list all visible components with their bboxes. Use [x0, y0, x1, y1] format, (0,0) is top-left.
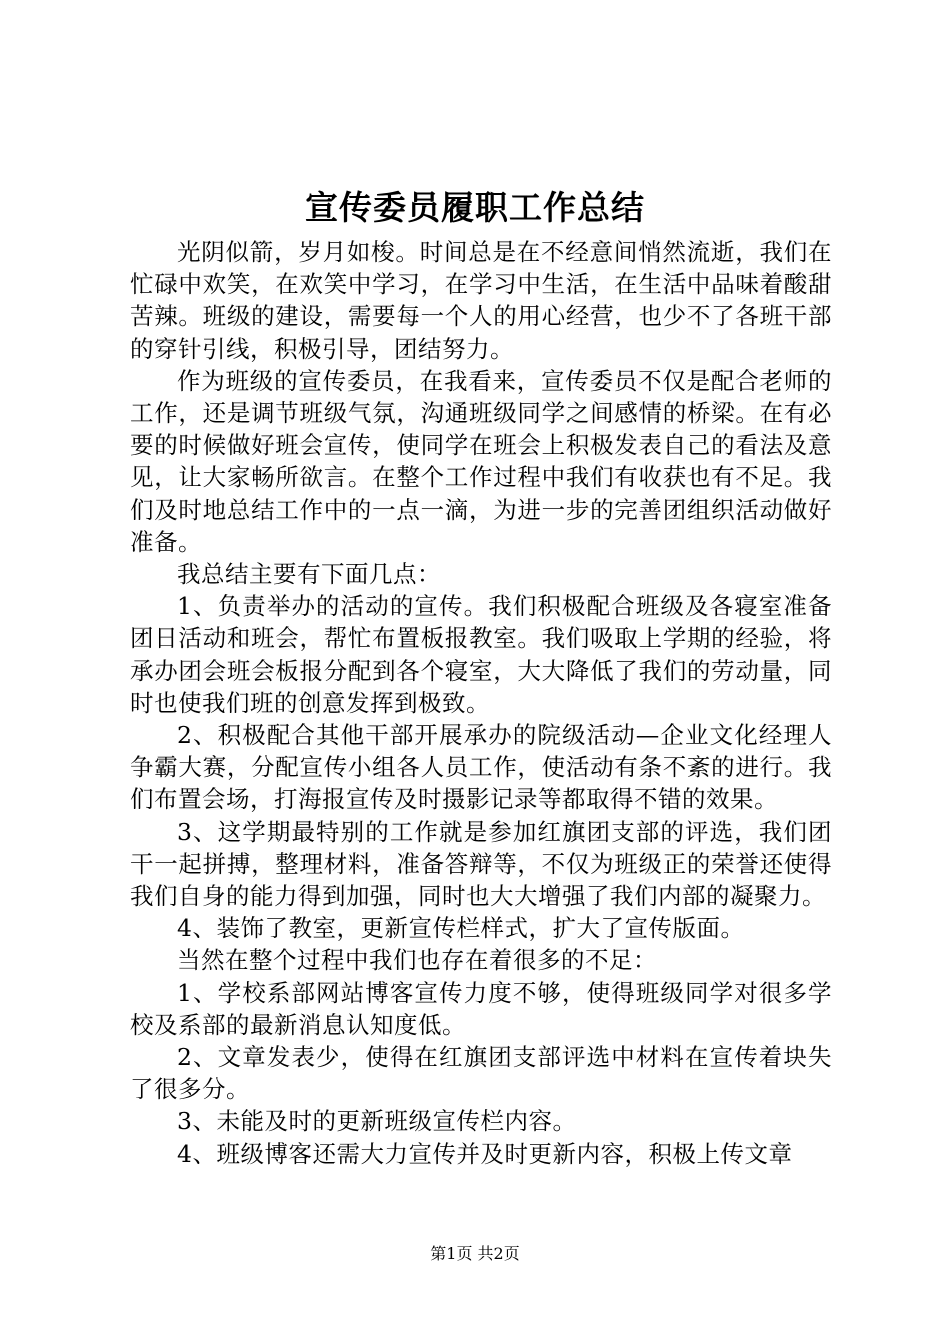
paragraph-shortcomings-heading: 当然在整个过程中我们也存在着很多的不足：: [177, 946, 657, 975]
paragraph-point-4: 4、装饰了教室，更新宣传栏样式，扩大了宣传版面。: [177, 914, 745, 943]
document-title: 宣传委员履职工作总结: [305, 188, 645, 227]
paragraph-shortcoming-3: 3、未能及时的更新班级宣传栏内容。: [177, 1107, 577, 1136]
paragraph-summary-heading: 我总结主要有下面几点：: [177, 560, 441, 589]
paragraph-point-3: 3、这学期最特别的工作就是参加红旗团支部的评选，我们团干一起拼搏，整理材料，准备答辩等，不仅为班级正的荣誉还使得我们自身的能力得到加强，同时也大大增强了我们内部的凝聚力。: [130, 817, 832, 911]
paragraph-point-2: 2、积极配合其他干部开展承办的院级活动—企业文化经理人争霸大赛，分配宣传小组各人员工作，使活动有条不紊的进行。我们布置会场，打海报宣传及时摄影记录等都取得不错的效果。: [130, 721, 832, 814]
page-footer: 第1页 共2页: [430, 1244, 520, 1263]
paragraph-role: 作为班级的宣传委员，在我看来，宣传委员不仅是配合老师的工作，还是调节班级气氛，沟通班级同学之间感情的桥梁。在有必要的时候做好班会宣传，使同学在班会上积极发表自己的看法及意见，让大家畅所欲言。在整个工作过程中我们有收获也有不足。我们及时地总结工作中的一点一滴，为进一步的完善团组织活动做好准备。: [130, 366, 832, 556]
paragraph-shortcoming-1: 1、学校系部网站博客宣传力度不够，使得班级同学对很多学校及系部的最新消息认知度低。: [130, 978, 832, 1039]
paragraph-intro: 光阴似箭，岁月如梭。时间总是在不经意间悄然流逝，我们在忙碌中欢笑，在欢笑中学习，在学习中生活，在生活中品味着酸甜苦辣。班级的建设，需要每一个人的用心经营，也少不了各班干部的穿针引线，积极引导，团结努力。: [130, 238, 832, 363]
paragraph-shortcoming-2: 2、文章发表少，使得在红旗团支部评选中材料在宣传着块失了很多分。: [130, 1043, 832, 1104]
paragraph-point-1: 1、负责举办的活动的宣传。我们积极配合班级及各寝室准备团日活动和班会，帮忙布置板报教室。我们吸取上学期的经验，将承办团会班会板报分配到各个寝室，大大降低了我们的劳动量，同时也使我们班的创意发挥到极致。: [130, 592, 832, 717]
paragraph-shortcoming-4: 4、班级博客还需大力宣传并及时更新内容，积极上传文章: [177, 1139, 793, 1168]
document-body: [130, 236, 832, 1170]
